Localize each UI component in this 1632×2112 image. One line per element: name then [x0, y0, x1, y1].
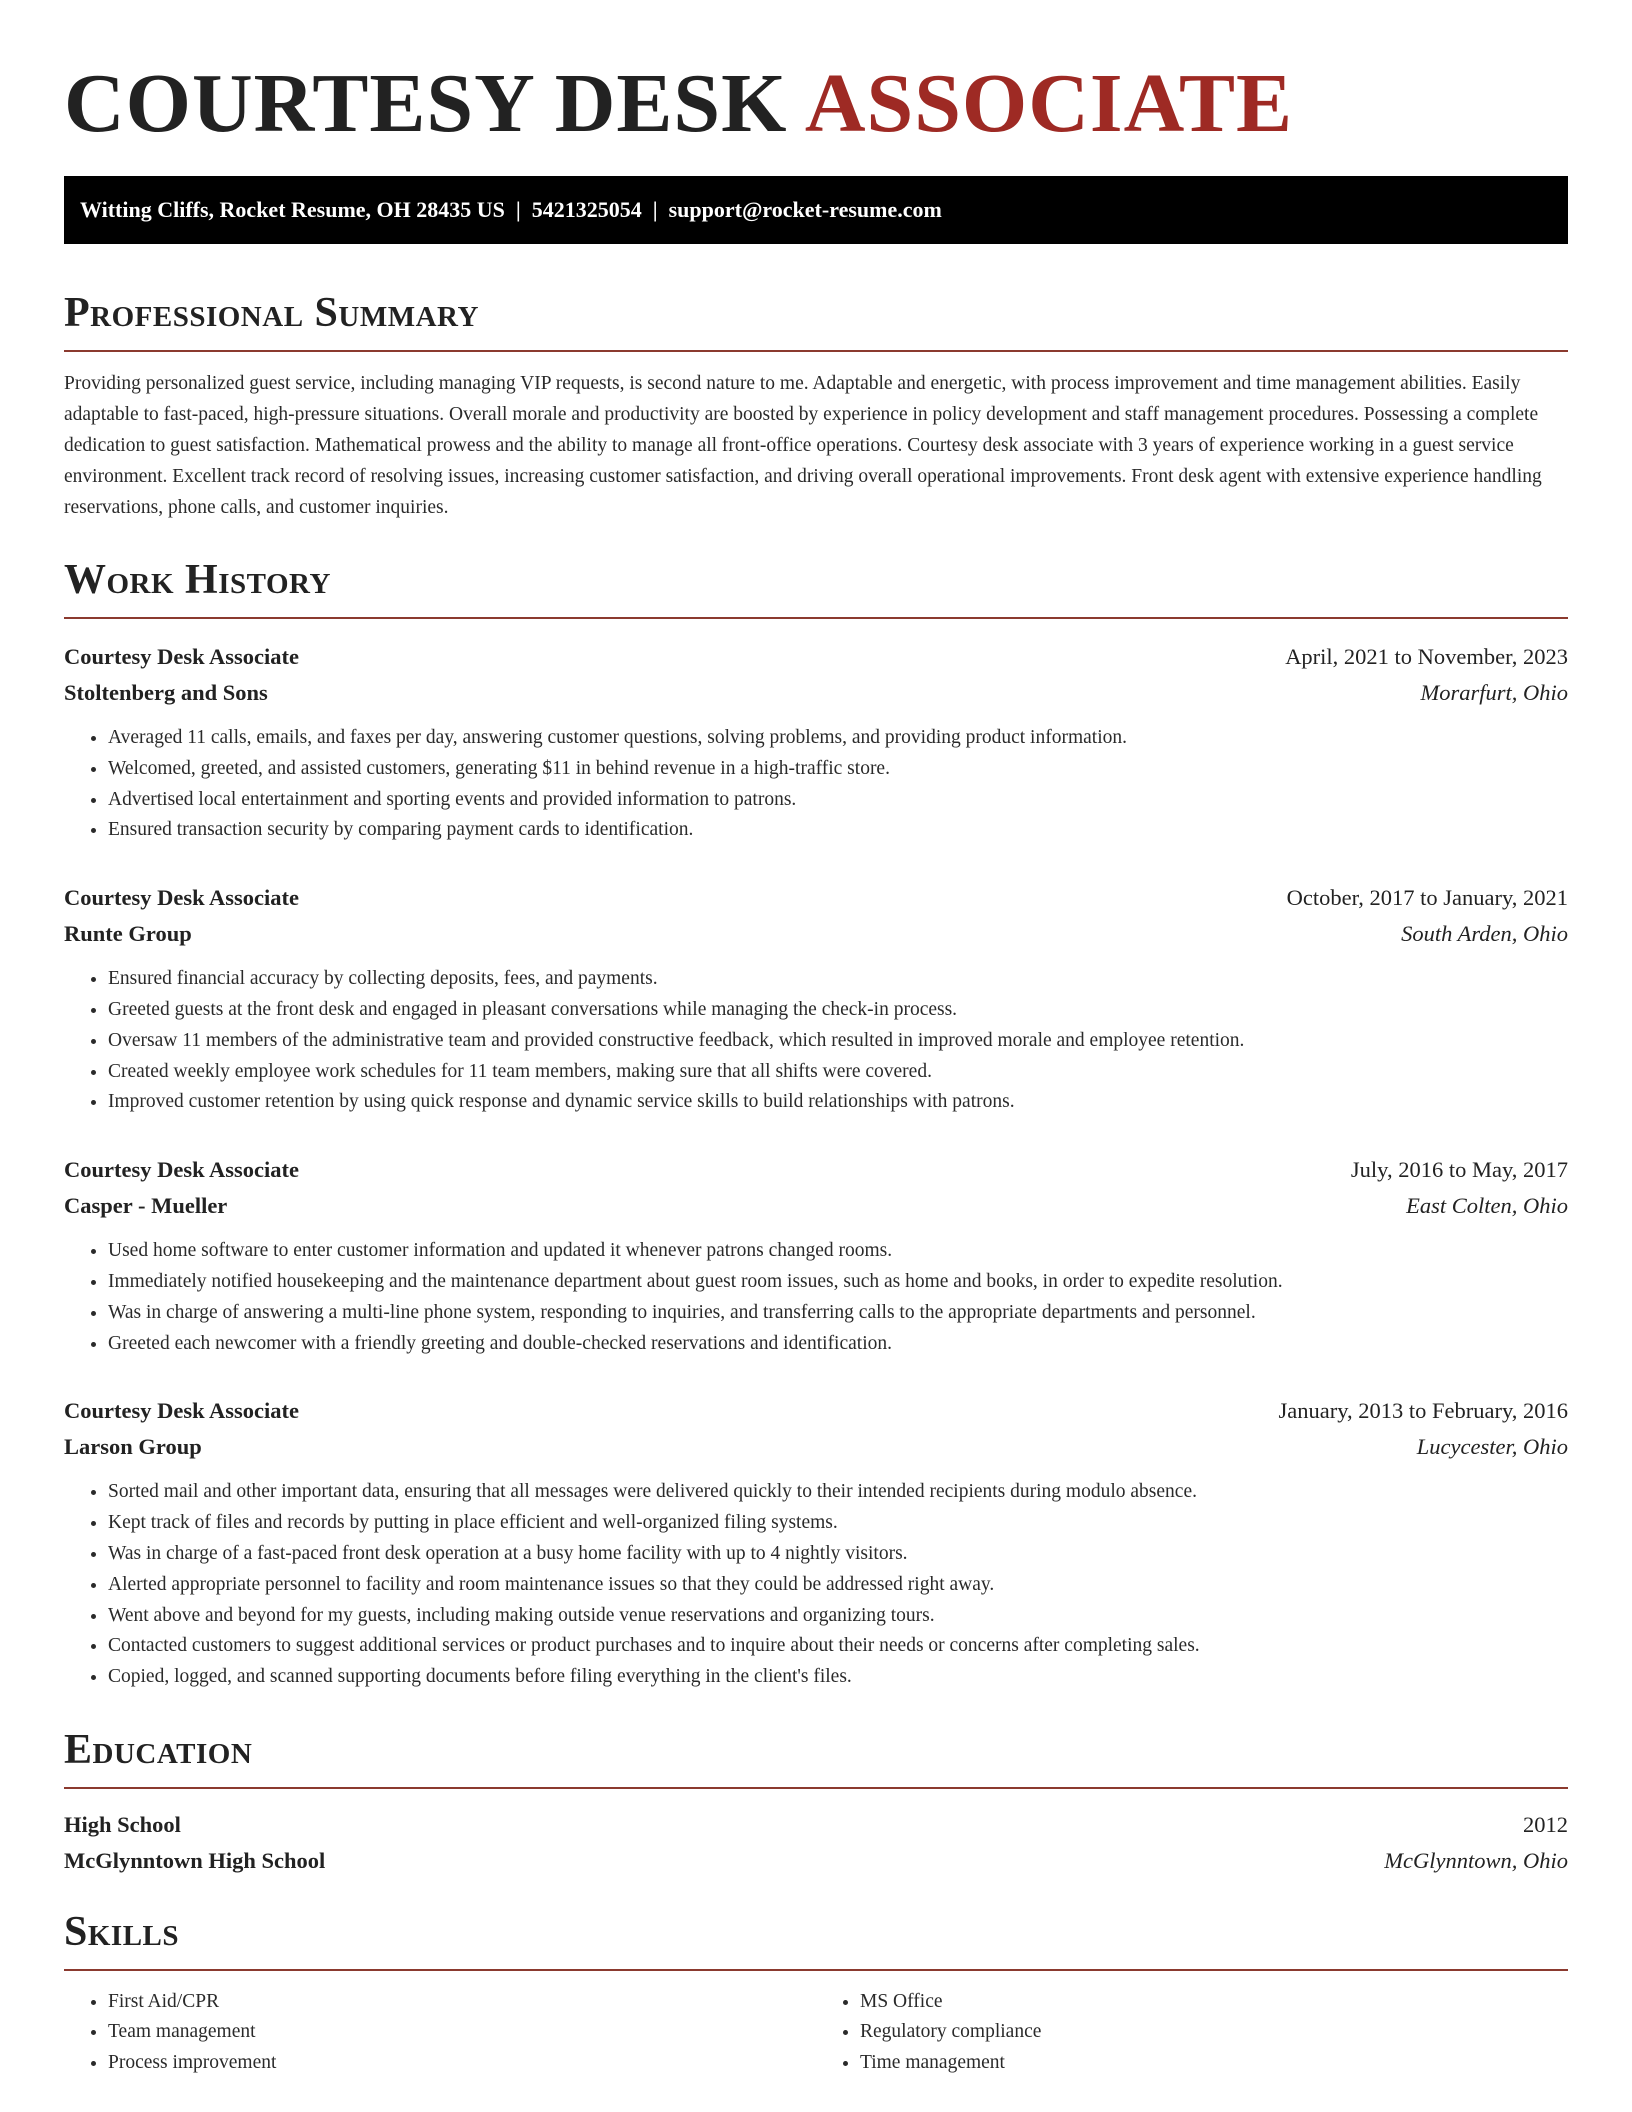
list-item: • Sorted mail and other important data, ensuring that all messages were delivered quickly to their intended recipients during modulo absence.	[108, 1477, 1568, 1508]
name-last: ASSOCIATE	[804, 57, 1294, 150]
list-item: • Created weekly employee work schedules for 11 team members, making sure that all shifts were covered.	[108, 1057, 1568, 1088]
list-item: • Alerted appropriate personnel to facility and room maintenance issues so that they could be addressed right away.	[108, 1570, 1568, 1601]
job-title: Courtesy Desk Associate	[64, 644, 299, 669]
section-divider	[64, 1969, 1568, 1971]
section-title-work-history: Work History	[64, 557, 331, 603]
job-dates: April, 2021 to November, 2023	[1285, 644, 1568, 669]
skill-item: • Time management	[860, 2048, 1568, 2079]
section-title-summary: Professional Summary	[64, 290, 479, 336]
education-school: McGlynntown High School	[64, 1847, 326, 1873]
section-divider	[64, 617, 1568, 619]
job-bullets	[64, 723, 1568, 846]
list-item: • Kept track of files and records by putting in place efficient and well-organized filing systems.	[108, 1508, 1568, 1539]
education-location: McGlynntown, Ohio	[1384, 1847, 1568, 1873]
skills-column-right	[816, 1987, 1568, 2079]
skill-item: • Team management	[108, 2017, 816, 2048]
job-location: East Colten, Ohio	[1406, 1193, 1568, 1219]
list-item: • Copied, logged, and scanned supporting documents before filing everything in the client's files.	[108, 1662, 1568, 1693]
job-location: South Arden, Ohio	[1401, 921, 1568, 947]
job-company: Runte Group	[64, 921, 192, 947]
work-history-section	[64, 555, 1568, 1693]
job-title: Courtesy Desk Associate	[64, 1398, 299, 1424]
job-location: Lucycester, Ohio	[1416, 1434, 1568, 1460]
name-first: COURTESY DESK	[64, 57, 788, 150]
skill-item: • MS Office	[860, 1987, 1568, 2018]
list-item: • Was in charge of a fast-paced front desk operation at a busy home facility with up to 4 nightly visitors.	[108, 1539, 1568, 1570]
education-section	[64, 1725, 1568, 1879]
list-item: • Welcomed, greeted, and assisted customers, generating $11 in behind revenue in a high-traffic store.	[108, 754, 1568, 785]
list-item: • Ensured transaction security by comparing payment cards to identification.	[108, 815, 1568, 846]
list-item: • Greeted each newcomer with a friendly greeting and double-checked reservations and identification.	[108, 1329, 1568, 1360]
list-item: • Improved customer retention by using quick response and dynamic service skills to build relationships with patrons.	[108, 1087, 1568, 1118]
section-title-skills: Skills	[64, 1908, 180, 1955]
section-divider	[64, 1787, 1568, 1789]
job-dates: January, 2013 to February, 2016	[1278, 1398, 1568, 1424]
section-divider	[64, 350, 1568, 352]
job-dates: October, 2017 to January, 2021	[1286, 885, 1568, 911]
job-company: Casper - Mueller	[64, 1193, 228, 1219]
list-item: • Went above and beyond for my guests, including making outside venue reservations and organizing tours.	[108, 1601, 1568, 1632]
section-title-education: Education	[64, 1726, 253, 1773]
job-entry	[64, 880, 1568, 1118]
skill-item: • Process improvement	[108, 2048, 816, 2079]
contact-info: Witting Cliffs, Rocket Resume, OH 28435 US | 5421325054 | support@rocket-resume.com	[80, 197, 942, 222]
skills-column-left	[64, 1987, 816, 2079]
job-company: Stoltenberg and Sons	[64, 680, 268, 705]
education-degree: High School	[64, 1811, 181, 1837]
job-bullets	[64, 1236, 1568, 1359]
job-bullets	[64, 1477, 1568, 1693]
contact-bar	[64, 176, 1568, 244]
list-item: • Was in charge of answering a multi-line phone system, responding to inquiries, and transferring calls to the appropriate departments and personnel.	[108, 1298, 1568, 1329]
job-entry	[64, 1152, 1568, 1359]
list-item: • Oversaw 11 members of the administrative team and provided constructive feedback, which resulted in improved morale and employee retention.	[108, 1026, 1568, 1057]
list-item: • Greeted guests at the front desk and engaged in pleasant conversations while managing the check-in process.	[108, 995, 1568, 1026]
summary-text: Providing personalized guest service, including managing VIP requests, is second nature to me. Adaptable and energetic, with process improvement and time management abilities. Easily adaptable to fast-paced, high-pressure situations. Overall morale and productivity are boosted by experience in policy development and staff management procedures. Possessing a complete dedication to guest satisfaction. Mathematical prowess and the ability to manage all front-office operations. Courtesy desk associate with 3 years of experience working in a guest service environment. Excellent track record of resolving issues, increasing customer satisfaction, and driving overall operational improvements. Front desk agent with extensive experience handling reservations, phone calls, and customer inquiries.	[64, 373, 1542, 518]
list-item: • Used home software to enter customer information and updated it whenever patrons changed rooms.	[108, 1236, 1568, 1267]
job-entry	[64, 1393, 1568, 1693]
skills-list	[64, 1987, 1568, 2079]
skill-item: • Regulatory compliance	[860, 2017, 1568, 2048]
job-title: Courtesy Desk Associate	[64, 1157, 299, 1183]
list-item: • Ensured financial accuracy by collecting deposits, fees, and payments.	[108, 964, 1568, 995]
skill-item: • First Aid/CPR	[108, 1987, 816, 2018]
job-bullets	[64, 964, 1568, 1118]
list-item: • Averaged 11 calls, emails, and faxes per day, answering customer questions, solving problems, and providing product information.	[108, 723, 1568, 754]
education-entry	[64, 1807, 1568, 1879]
job-dates: July, 2016 to May, 2017	[1350, 1157, 1568, 1183]
job-entry	[64, 639, 1568, 846]
job-location: Morarfurt, Ohio	[1420, 680, 1568, 705]
skills-section	[64, 1907, 1568, 2079]
resume-name	[64, 54, 1568, 154]
summary-section	[64, 288, 1568, 523]
job-title: Courtesy Desk Associate	[64, 885, 299, 911]
list-item: • Immediately notified housekeeping and the maintenance department about guest room issues, such as home and books, in order to expedite resolution.	[108, 1267, 1568, 1298]
job-company: Larson Group	[64, 1434, 202, 1460]
list-item: • Advertised local entertainment and sporting events and provided information to patrons.	[108, 785, 1568, 816]
education-year: 2012	[1523, 1811, 1568, 1837]
list-item: • Contacted customers to suggest additional services or product purchases and to inquire about their needs or concerns after completing sales.	[108, 1631, 1568, 1662]
